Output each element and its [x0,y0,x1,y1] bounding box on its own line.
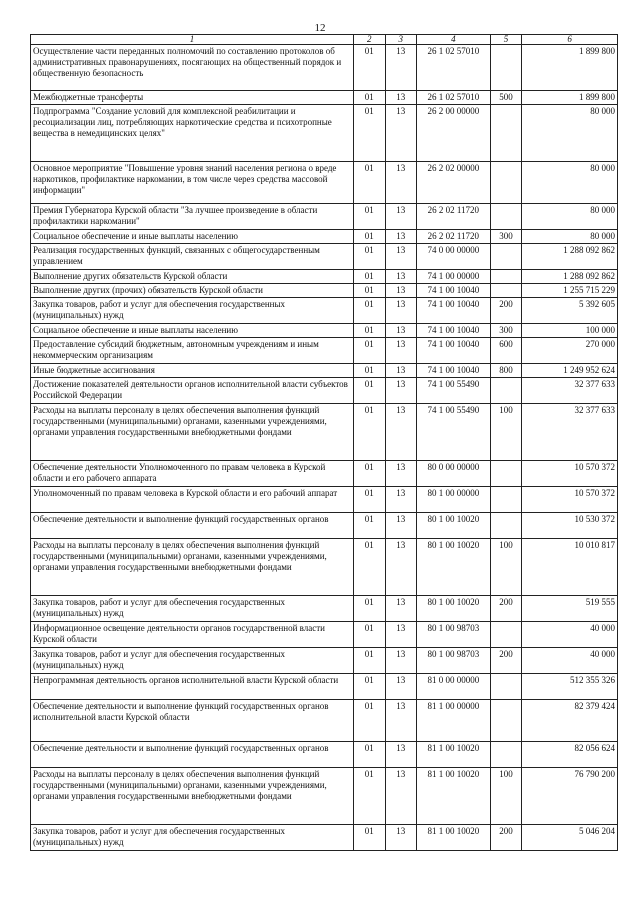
subsection-code-cell: 13 [385,700,417,742]
col-header-4: 4 [417,35,491,45]
subsection-code-cell: 13 [385,105,417,162]
expense-type-cell [490,105,522,162]
row-name-cell: Осуществление части переданных полномочий по составлению протоколов об административных правонарушениях, посягающих на общественный порядок и общественную безопасность [31,45,354,91]
subsection-code-cell: 13 [385,244,417,270]
row-name-cell: Достижение показателей деятельности органов исполнительной власти субъектов Российской Федерации [31,378,354,404]
table-row [31,674,618,700]
target-article-cell: 81 0 00 00000 [417,674,491,700]
expense-type-cell: 100 [490,404,522,461]
table-row [31,378,618,404]
subsection-code-cell: 13 [385,461,417,487]
target-article-cell: 26 2 02 11720 [417,204,491,230]
subsection-code-cell: 13 [385,768,417,825]
amount-cell: 40 000 [522,648,618,674]
table-row [31,742,618,768]
section-code-cell: 01 [353,825,385,851]
section-code-cell: 01 [353,162,385,204]
expense-type-cell: 500 [490,91,522,105]
subsection-code-cell: 13 [385,204,417,230]
subsection-code-cell: 13 [385,162,417,204]
expense-type-cell [490,45,522,91]
amount-cell: 10 570 372 [522,487,618,513]
target-article-cell: 74 1 00 10040 [417,324,491,338]
table-header [31,35,618,45]
expense-type-cell: 600 [490,338,522,364]
expense-type-cell [490,674,522,700]
target-article-cell: 26 2 02 11720 [417,230,491,244]
row-name-cell: Социальное обеспечение и иные выплаты населению [31,324,354,338]
table-row [31,298,618,324]
section-code-cell: 01 [353,404,385,461]
section-code-cell: 01 [353,513,385,539]
subsection-code-cell: 13 [385,674,417,700]
expense-type-cell [490,204,522,230]
row-name-cell: Закупка товаров, работ и услуг для обеспечения государственных (муниципальных) нужд [31,648,354,674]
expense-type-cell [490,742,522,768]
amount-cell: 82 379 424 [522,700,618,742]
row-name-cell: Закупка товаров, работ и услуг для обеспечения государственных (муниципальных) нужд [31,825,354,851]
subsection-code-cell: 13 [385,648,417,674]
section-code-cell: 01 [353,204,385,230]
section-code-cell: 01 [353,338,385,364]
amount-cell: 1 288 092 862 [522,270,618,284]
section-code-cell: 01 [353,674,385,700]
amount-cell: 80 000 [522,230,618,244]
table-row [31,364,618,378]
subsection-code-cell: 13 [385,622,417,648]
expense-type-cell [490,284,522,298]
target-article-cell: 80 1 00 10020 [417,539,491,596]
amount-cell: 82 056 624 [522,742,618,768]
amount-cell: 100 000 [522,324,618,338]
page-number: 12 [314,22,326,34]
subsection-code-cell: 13 [385,324,417,338]
row-name-cell: Выполнение других обязательств Курской области [31,270,354,284]
amount-cell: 5 046 204 [522,825,618,851]
col-header-2: 2 [353,35,385,45]
section-code-cell: 01 [353,648,385,674]
amount-cell: 512 355 326 [522,674,618,700]
target-article-cell: 26 1 02 57010 [417,45,491,91]
table-row [31,162,618,204]
amount-cell: 32 377 633 [522,378,618,404]
header-row [31,35,618,45]
target-article-cell: 74 1 00 10040 [417,338,491,364]
section-code-cell: 01 [353,768,385,825]
row-name-cell: Расходы на выплаты персоналу в целях обеспечения выполнения функций государственными (муниципальными) органами, казенными учреждениями, органами управления государственными внебюджетными фондами [31,539,354,596]
target-article-cell: 74 1 00 00000 [417,270,491,284]
table-row [31,45,618,91]
amount-cell: 76 790 200 [522,768,618,825]
row-name-cell: Непрограммная деятельность органов исполнительной власти Курской области [31,674,354,700]
section-code-cell: 01 [353,298,385,324]
expense-type-cell [490,270,522,284]
expense-type-cell: 300 [490,230,522,244]
expense-type-cell [490,461,522,487]
target-article-cell: 74 1 00 55490 [417,404,491,461]
amount-cell: 270 000 [522,338,618,364]
col-header-5: 5 [490,35,522,45]
expense-type-cell: 200 [490,298,522,324]
row-name-cell: Обеспечение деятельности и выполнение функций государственных органов [31,742,354,768]
row-name-cell: Межбюджетные трансферты [31,91,354,105]
row-name-cell: Предоставление субсидий бюджетным, автономным учреждениям и иным некоммерческим организациям [31,338,354,364]
amount-cell: 1 899 800 [522,91,618,105]
subsection-code-cell: 13 [385,45,417,91]
amount-cell: 32 377 633 [522,404,618,461]
target-article-cell: 80 1 00 10020 [417,513,491,539]
subsection-code-cell: 13 [385,91,417,105]
expense-type-cell: 100 [490,539,522,596]
col-header-6: 6 [522,35,618,45]
table-row [31,768,618,825]
row-name-cell: Иные бюджетные ассигнования [31,364,354,378]
budget-table [30,34,618,851]
col-header-3: 3 [385,35,417,45]
amount-cell: 1 899 800 [522,45,618,91]
amount-cell: 80 000 [522,204,618,230]
row-name-cell: Реализация государственных функций, связанных с общегосударственным управлением [31,244,354,270]
table-row [31,91,618,105]
target-article-cell: 26 2 02 00000 [417,162,491,204]
table-row [31,648,618,674]
expense-type-cell [490,700,522,742]
amount-cell: 1 255 715 229 [522,284,618,298]
subsection-code-cell: 13 [385,378,417,404]
expense-type-cell [490,513,522,539]
amount-cell: 519 555 [522,596,618,622]
table-row [31,825,618,851]
table-row [31,461,618,487]
target-article-cell: 26 2 00 00000 [417,105,491,162]
table-row [31,230,618,244]
expense-type-cell [490,162,522,204]
subsection-code-cell: 13 [385,298,417,324]
row-name-cell: Информационное освещение деятельности органов государственной власти Курской области [31,622,354,648]
subsection-code-cell: 13 [385,230,417,244]
section-code-cell: 01 [353,461,385,487]
target-article-cell: 74 0 00 00000 [417,244,491,270]
section-code-cell: 01 [353,364,385,378]
target-article-cell: 80 1 00 98703 [417,648,491,674]
target-article-cell: 81 1 00 10020 [417,825,491,851]
row-name-cell: Закупка товаров, работ и услуг для обеспечения государственных (муниципальных) нужд [31,596,354,622]
target-article-cell: 74 1 00 55490 [417,378,491,404]
table-row [31,105,618,162]
expense-type-cell: 800 [490,364,522,378]
row-name-cell: Основное мероприятие "Повышение уровня знаний населения региона о вреде наркотиков, профилактике наркомании, в том числе через средства массовой информации" [31,162,354,204]
target-article-cell: 81 1 00 10020 [417,768,491,825]
row-name-cell: Выполнение других (прочих) обязательств Курской области [31,284,354,298]
table-row [31,204,618,230]
amount-cell: 10 530 372 [522,513,618,539]
expense-type-cell [490,622,522,648]
section-code-cell: 01 [353,596,385,622]
expense-type-cell: 200 [490,648,522,674]
section-code-cell: 01 [353,284,385,298]
amount-cell: 10 570 372 [522,461,618,487]
row-name-cell: Закупка товаров, работ и услуг для обеспечения государственных (муниципальных) нужд [31,298,354,324]
section-code-cell: 01 [353,105,385,162]
amount-cell: 1 288 092 862 [522,244,618,270]
expense-type-cell: 100 [490,768,522,825]
table-row [31,487,618,513]
table-row [31,338,618,364]
section-code-cell: 01 [353,270,385,284]
target-article-cell: 74 1 00 10040 [417,298,491,324]
row-name-cell: Расходы на выплаты персоналу в целях обеспечения выполнения функций государственными (муниципальными) органами, казенными учреждениями, органами управления государственными внебюджетными фондами [31,404,354,461]
section-code-cell: 01 [353,742,385,768]
table-body [31,45,618,851]
target-article-cell: 81 1 00 00000 [417,700,491,742]
expense-type-cell: 200 [490,825,522,851]
target-article-cell: 81 1 00 10020 [417,742,491,768]
subsection-code-cell: 13 [385,364,417,378]
expense-type-cell [490,244,522,270]
target-article-cell: 26 1 02 57010 [417,91,491,105]
table-row [31,404,618,461]
amount-cell: 40 000 [522,622,618,648]
section-code-cell: 01 [353,244,385,270]
table-row [31,700,618,742]
subsection-code-cell: 13 [385,742,417,768]
target-article-cell: 74 1 00 10040 [417,364,491,378]
amount-cell: 10 010 817 [522,539,618,596]
amount-cell: 5 392 605 [522,298,618,324]
section-code-cell: 01 [353,324,385,338]
expense-type-cell [490,378,522,404]
amount-cell: 1 249 952 624 [522,364,618,378]
table-row [31,539,618,596]
expense-type-cell [490,487,522,513]
table-row [31,596,618,622]
table-row [31,622,618,648]
row-name-cell: Обеспечение деятельности и выполнение функций государственных органов исполнительной власти Курской области [31,700,354,742]
section-code-cell: 01 [353,91,385,105]
amount-cell: 80 000 [522,162,618,204]
target-article-cell: 80 1 00 98703 [417,622,491,648]
subsection-code-cell: 13 [385,539,417,596]
section-code-cell: 01 [353,622,385,648]
row-name-cell: Обеспечение деятельности и выполнение функций государственных органов [31,513,354,539]
table-row [31,244,618,270]
subsection-code-cell: 13 [385,513,417,539]
amount-cell: 80 000 [522,105,618,162]
section-code-cell: 01 [353,230,385,244]
section-code-cell: 01 [353,700,385,742]
row-name-cell: Социальное обеспечение и иные выплаты населению [31,230,354,244]
subsection-code-cell: 13 [385,404,417,461]
section-code-cell: 01 [353,487,385,513]
table-row [31,513,618,539]
subsection-code-cell: 13 [385,270,417,284]
expense-type-cell: 200 [490,596,522,622]
subsection-code-cell: 13 [385,596,417,622]
target-article-cell: 80 0 00 00000 [417,461,491,487]
row-name-cell: Обеспечение деятельности Уполномоченного по правам человека в Курской области и его рабочего аппарата [31,461,354,487]
col-header-1: 1 [31,35,354,45]
table-row [31,324,618,338]
section-code-cell: 01 [353,378,385,404]
row-name-cell: Расходы на выплаты персоналу в целях обеспечения выполнения функций государственными (муниципальными) органами, казенными учреждениями, органами управления государственными внебюджетными фондами [31,768,354,825]
table-row [31,284,618,298]
row-name-cell: Премия Губернатора Курской области "За лучшее произведение в области профилактики наркомании" [31,204,354,230]
section-code-cell: 01 [353,539,385,596]
subsection-code-cell: 13 [385,284,417,298]
target-article-cell: 80 1 00 10020 [417,596,491,622]
row-name-cell: Уполномоченный по правам человека в Курской области и его рабочий аппарат [31,487,354,513]
target-article-cell: 74 1 00 10040 [417,284,491,298]
table-row [31,270,618,284]
section-code-cell: 01 [353,45,385,91]
target-article-cell: 80 1 00 00000 [417,487,491,513]
expense-type-cell: 300 [490,324,522,338]
subsection-code-cell: 13 [385,825,417,851]
subsection-code-cell: 13 [385,338,417,364]
row-name-cell: Подпрограмма "Создание условий для комплексной реабилитации и ресоциализации лиц, потребляющих наркотические средства и психотропные вещества в немедицинских целях" [31,105,354,162]
subsection-code-cell: 13 [385,487,417,513]
